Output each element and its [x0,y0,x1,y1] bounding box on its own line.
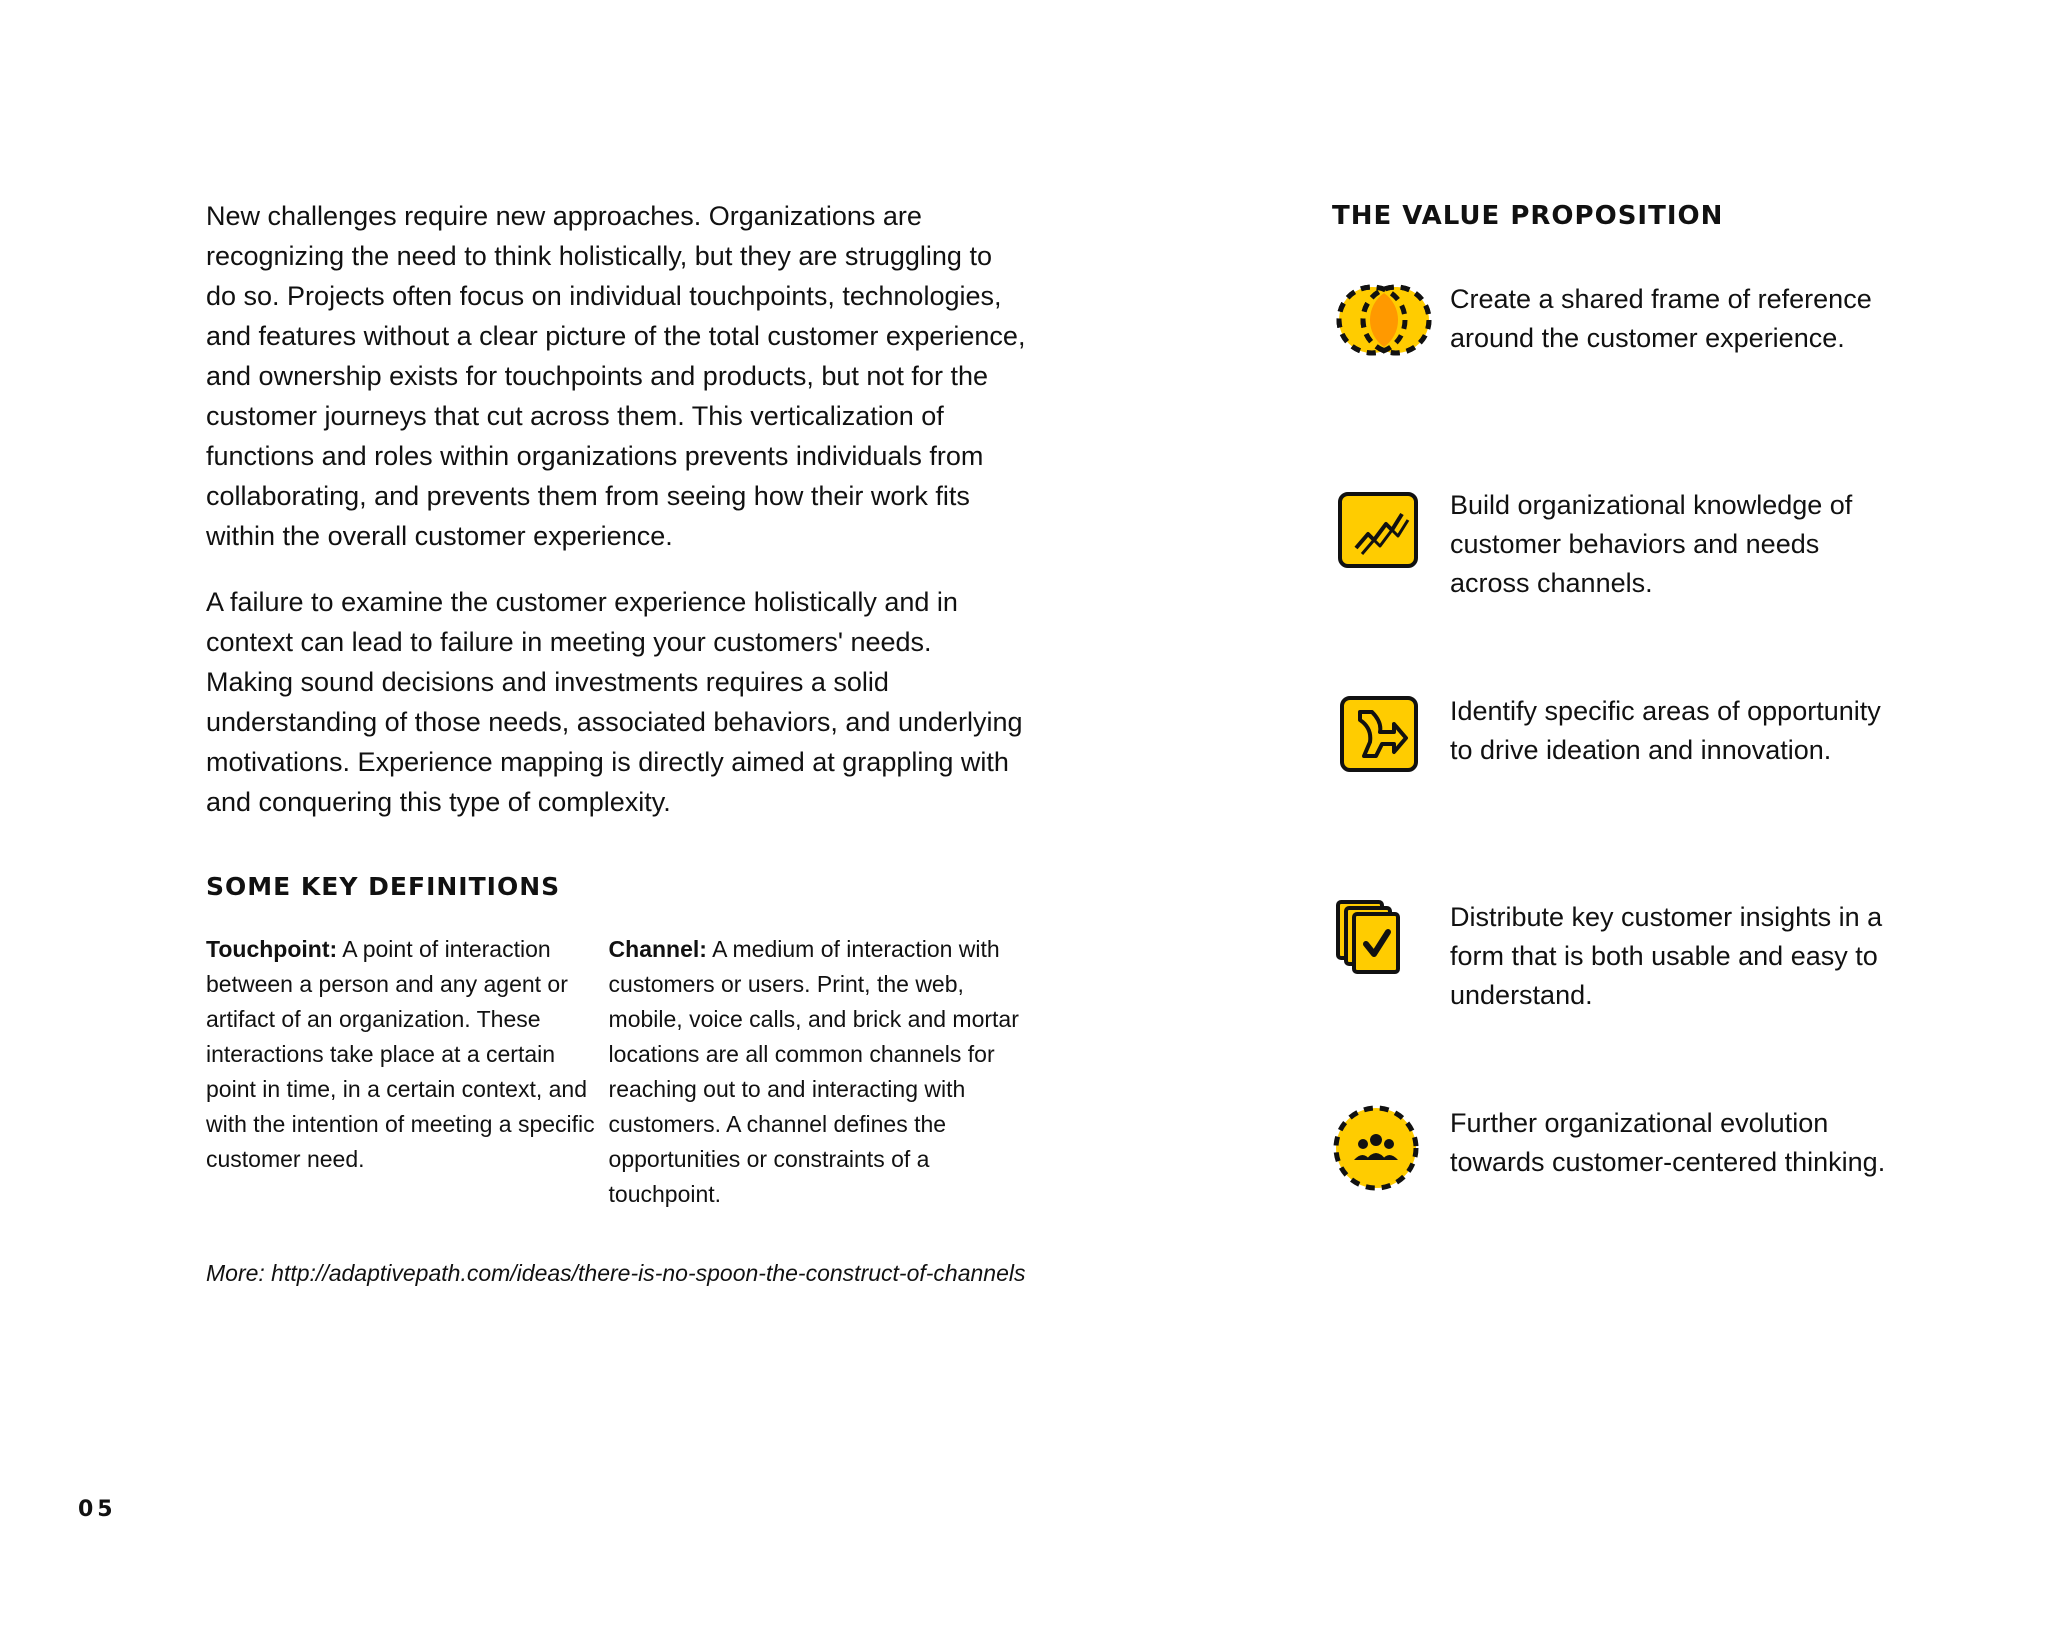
intro-section [206,196,1026,822]
definitions-grid [206,932,1026,1212]
value-item-text: Identify specific areas of opportunity to drive ideation and innovation. [1450,696,1881,765]
value-item-text: Build organizational knowledge of customer behaviors and needs across channels. [1450,490,1853,598]
definition-text: A medium of interaction with customers or users. Print, the web, mobile, voice calls, and brick and mortar locations are all common channels for reaching out to and interacting with customers. A channel defines the opportunities or constraints of a touchpoint. [608,936,1019,1207]
value-item-text: Distribute key customer insights in a form that is both usable and easy to understand. [1450,902,1883,1010]
definition-text: A point of interaction between a person and any agent or artifact of an organization. These interactions take place at a certain point in time, in a certain context, and with the intention of meeting a specific customer need. [206,936,595,1172]
value-item [1332,280,1932,400]
value-item [1332,692,1932,812]
definition-term: Channel: [608,936,707,962]
definition-term: Touchpoint: [206,936,338,962]
people-group-icon [1332,1104,1442,1214]
value-item-text: Create a shared frame of reference around the customer experience. [1450,284,1872,353]
definition-touchpoint [206,932,609,1212]
intro-paragraph-1: New challenges require new approaches. Organizations are recognizing the need to think holistically, but they are struggling to do so. Projects often focus on individual touchpoints, technologies, and features without a clear picture of the total customer experience, and ownership exists for touchpoints and products, but not for the customer journeys that cut across them. This verticalization of functions and roles within organizations prevents individuals from collaborating, and prevents them from seeing how their work fits within the overall customer experience. [206,201,1026,551]
value-item [1332,1104,1932,1224]
right-column [1332,196,1932,1177]
more-link-text: More: http://adaptivepath.com/ideas/there-is-no-spoon-the-construct-of-channels [206,1260,1026,1286]
stacked-documents-check-icon [1332,898,1442,1008]
value-item [1332,486,1932,606]
value-item [1332,898,1932,1018]
left-column [206,196,1026,1288]
definitions-heading: SOME KEY DEFINITIONS [206,872,561,901]
rising-chart-icon [1332,486,1442,596]
intro-paragraph-2: A failure to examine the customer experience holistically and in context can lead to failure in meeting your customers' needs. Making sound decisions and investments requires a solid understanding of those needs, associated behaviors, and underlying motivations. Experience mapping is directly aimed at grappling with and conquering this type of complexity. [206,587,1023,817]
page-number: 05 [78,1497,117,1522]
definition-channel [609,932,1026,1212]
branching-arrow-icon [1332,692,1442,802]
value-proposition-heading: THE VALUE PROPOSITION [1332,201,1724,231]
overlapping-circles-icon [1332,280,1442,390]
value-item-text: Further organizational evolution towards customer-centered thinking. [1450,1108,1886,1177]
